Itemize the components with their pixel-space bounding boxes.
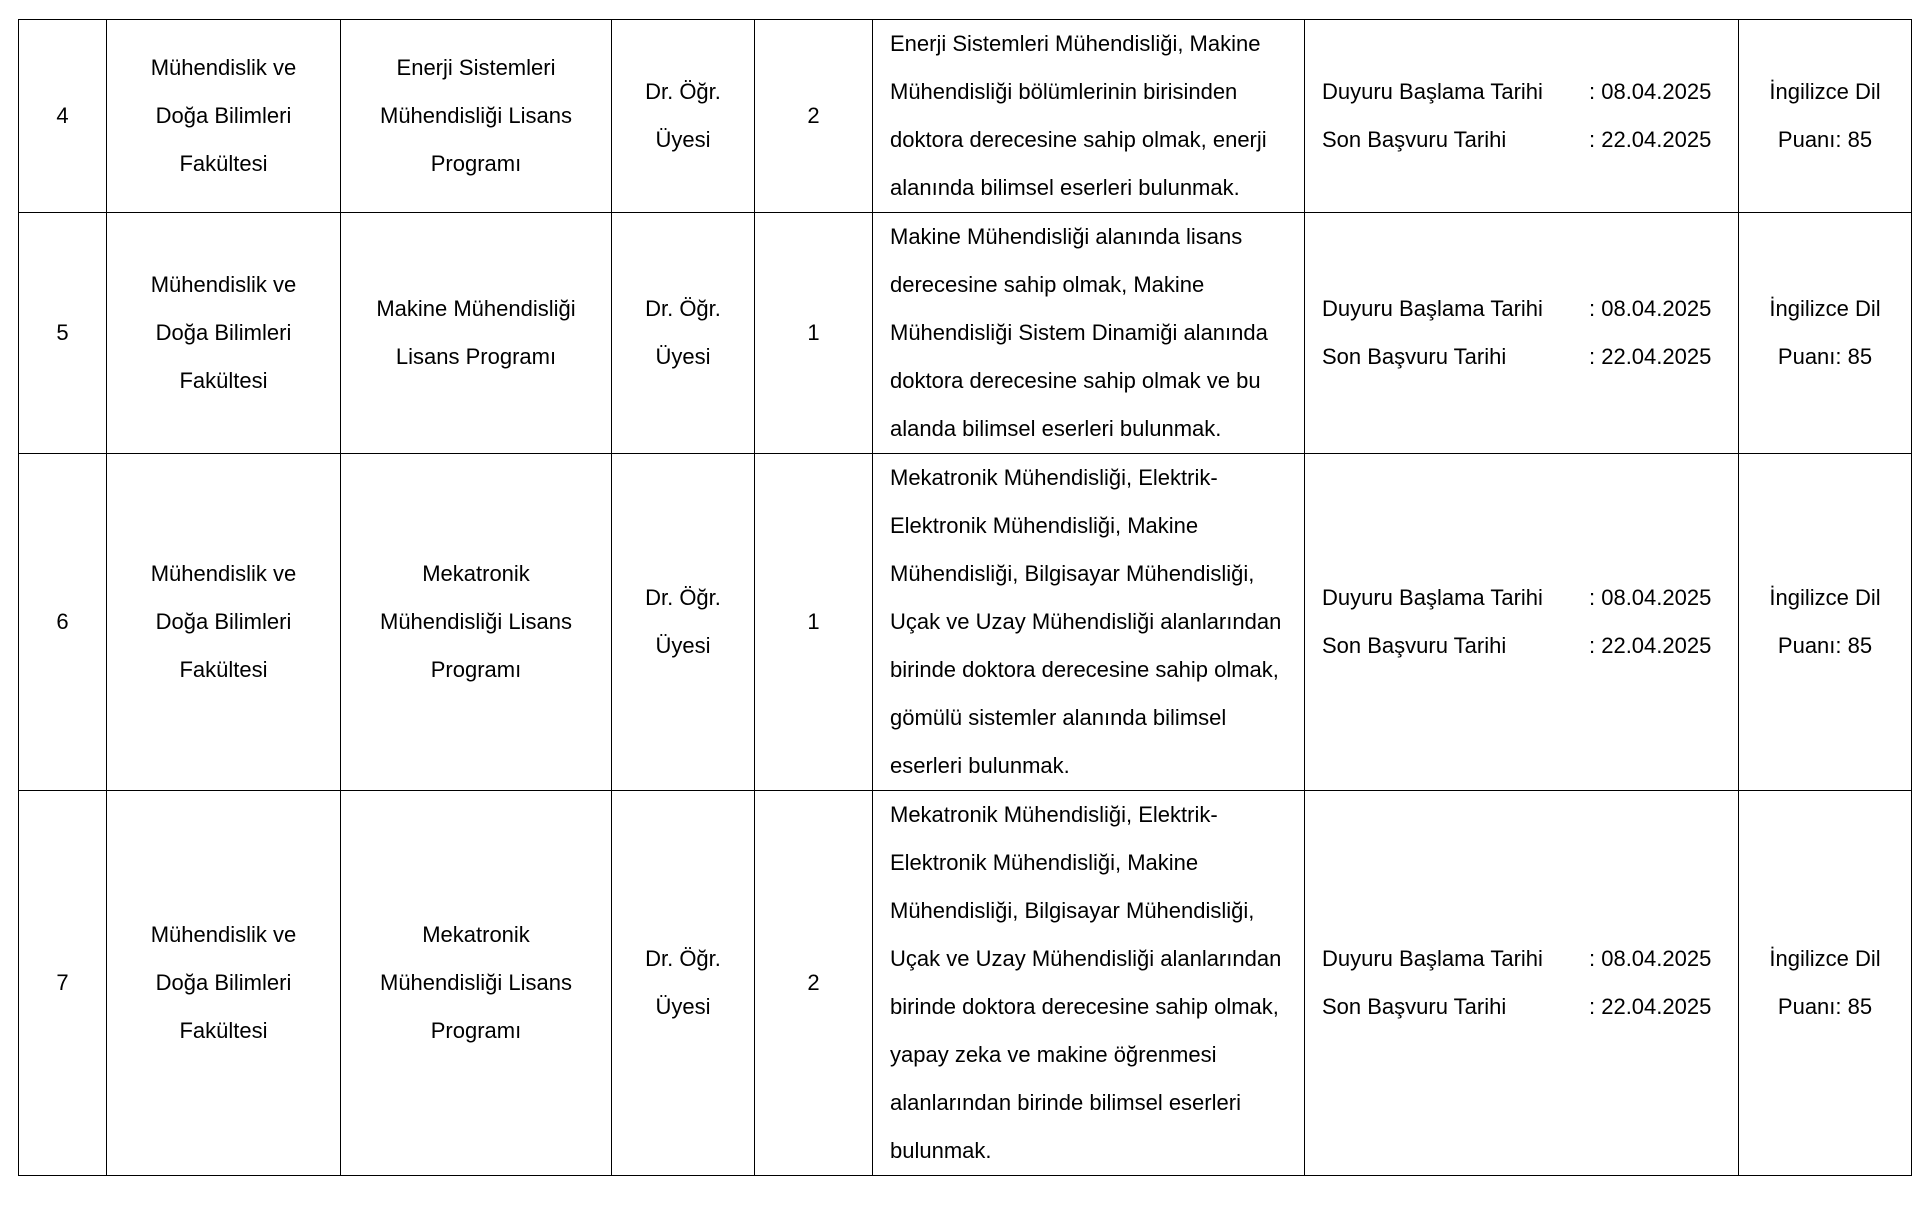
position-count-cell: 1 bbox=[755, 454, 873, 791]
faculty-cell-line: Doğa Bilimleri bbox=[155, 970, 292, 995]
date-line bbox=[1322, 285, 1738, 333]
requirements-cell bbox=[873, 454, 1305, 791]
language-cell bbox=[1739, 213, 1912, 454]
requirements-cell-line: Mühendisliği Sistem Dinamiği alanında bbox=[890, 320, 1268, 345]
language-cell-line: Puanı: 85 bbox=[1777, 344, 1873, 369]
language-cell bbox=[1739, 454, 1912, 791]
faculty-cell-line: Fakültesi bbox=[179, 1018, 268, 1043]
date-line bbox=[1322, 68, 1738, 116]
faculty-cell bbox=[107, 791, 341, 1176]
date-value: : 08.04.2025 bbox=[1589, 296, 1712, 321]
department-cell bbox=[341, 791, 612, 1176]
date-line bbox=[1322, 574, 1738, 622]
department-cell-line: Mekatronik bbox=[422, 922, 530, 947]
dates-cell bbox=[1305, 20, 1739, 213]
date-label: Duyuru Başlama Tarihi bbox=[1322, 79, 1543, 104]
dates-cell bbox=[1305, 213, 1739, 454]
language-cell-line: Puanı: 85 bbox=[1777, 127, 1873, 152]
title-cell bbox=[612, 213, 755, 454]
department-cell-line: Makine Mühendisliği bbox=[376, 296, 576, 321]
date-line bbox=[1322, 983, 1738, 1031]
requirements-cell-line: birinde doktora derecesine sahip olmak, bbox=[890, 994, 1279, 1019]
department-cell-line: Mühendisliği Lisans bbox=[380, 103, 572, 128]
requirements-cell-line: gömülü sistemler alanında bilimsel bbox=[890, 705, 1227, 730]
date-label: Son Başvuru Tarihi bbox=[1322, 344, 1507, 369]
requirements-cell-line: Mekatronik Mühendisliği, Elektrik- bbox=[890, 802, 1218, 827]
faculty-cell-line: Doğa Bilimleri bbox=[155, 609, 292, 634]
requirements-cell-line: birinde doktora derecesine sahip olmak, bbox=[890, 657, 1279, 682]
date-label: Duyuru Başlama Tarihi bbox=[1322, 585, 1543, 610]
requirements-cell bbox=[873, 20, 1305, 213]
dates-cell bbox=[1305, 791, 1739, 1176]
title-cell-line: Üyesi bbox=[655, 344, 711, 369]
faculty-cell-line: Mühendislik ve bbox=[150, 55, 297, 80]
department-cell bbox=[341, 20, 612, 213]
date-label: Son Başvuru Tarihi bbox=[1322, 994, 1507, 1019]
date-value: : 22.04.2025 bbox=[1589, 633, 1712, 658]
position-count-cell: 2 bbox=[755, 20, 873, 213]
title-cell-line: Üyesi bbox=[655, 994, 711, 1019]
title-cell-line: Dr. Öğr. bbox=[645, 946, 721, 971]
language-cell bbox=[1739, 791, 1912, 1176]
faculty-cell-line: Fakültesi bbox=[179, 151, 268, 176]
department-cell bbox=[341, 454, 612, 791]
requirements-cell-line: alanlarından birinde bilimsel eserleri bbox=[890, 1090, 1241, 1115]
row-number-cell: 6 bbox=[19, 454, 107, 791]
requirements-cell-line: Mühendisliği, Bilgisayar Mühendisliği, bbox=[890, 561, 1255, 586]
requirements-cell-line: Enerji Sistemleri Mühendisliği, Makine bbox=[890, 31, 1261, 56]
date-label: Duyuru Başlama Tarihi bbox=[1322, 946, 1543, 971]
title-cell-line: Dr. Öğr. bbox=[645, 585, 721, 610]
table-row bbox=[19, 791, 1912, 1176]
faculty-cell-line: Mühendislik ve bbox=[150, 561, 297, 586]
position-count-cell: 2 bbox=[755, 791, 873, 1176]
title-cell bbox=[612, 20, 755, 213]
department-cell-line: Mühendisliği Lisans bbox=[380, 970, 572, 995]
requirements-cell-line: Elektronik Mühendisliği, Makine bbox=[890, 850, 1199, 875]
requirements-cell-line: Uçak ve Uzay Mühendisliği alanlarından bbox=[890, 946, 1282, 971]
language-cell-line: İngilizce Dil bbox=[1769, 79, 1881, 104]
title-cell-line: Üyesi bbox=[655, 127, 711, 152]
date-value: : 08.04.2025 bbox=[1589, 585, 1712, 610]
table-row bbox=[19, 454, 1912, 791]
requirements-cell-line: Mühendisliği bölümlerinin birisinden bbox=[890, 79, 1238, 104]
date-line bbox=[1322, 935, 1738, 983]
requirements-cell-line: alanda bilimsel eserleri bulunmak. bbox=[890, 416, 1222, 441]
position-table bbox=[18, 19, 1912, 1176]
language-cell-line: İngilizce Dil bbox=[1769, 946, 1881, 971]
requirements-cell-line: derecesine sahip olmak, Makine bbox=[890, 272, 1205, 297]
language-cell-line: İngilizce Dil bbox=[1769, 296, 1881, 321]
date-value: : 08.04.2025 bbox=[1589, 79, 1712, 104]
department-cell bbox=[341, 213, 612, 454]
requirements-cell-line: Makine Mühendisliği alanında lisans bbox=[890, 224, 1243, 249]
requirements-cell bbox=[873, 791, 1305, 1176]
requirements-cell-line: Elektronik Mühendisliği, Makine bbox=[890, 513, 1199, 538]
faculty-cell bbox=[107, 454, 341, 791]
table-row bbox=[19, 213, 1912, 454]
title-cell bbox=[612, 791, 755, 1176]
requirements-cell-line: bulunmak. bbox=[890, 1138, 992, 1163]
requirements-cell-line: yapay zeka ve makine öğrenmesi bbox=[890, 1042, 1217, 1067]
faculty-cell-line: Fakültesi bbox=[179, 657, 268, 682]
title-cell bbox=[612, 454, 755, 791]
requirements-cell-line: doktora derecesine sahip olmak ve bu bbox=[890, 368, 1261, 393]
department-cell-line: Enerji Sistemleri bbox=[396, 55, 556, 80]
requirements-cell-line: Mekatronik Mühendisliği, Elektrik- bbox=[890, 465, 1218, 490]
department-cell-line: Programı bbox=[430, 1018, 522, 1043]
date-label: Son Başvuru Tarihi bbox=[1322, 127, 1507, 152]
requirements-cell-line: Uçak ve Uzay Mühendisliği alanlarından bbox=[890, 609, 1282, 634]
title-cell-line: Dr. Öğr. bbox=[645, 296, 721, 321]
date-value: : 08.04.2025 bbox=[1589, 946, 1712, 971]
row-number-cell: 4 bbox=[19, 20, 107, 213]
date-line bbox=[1322, 333, 1738, 381]
department-cell-line: Programı bbox=[430, 657, 522, 682]
date-line bbox=[1322, 116, 1738, 164]
date-line bbox=[1322, 622, 1738, 670]
faculty-cell-line: Doğa Bilimleri bbox=[155, 103, 292, 128]
date-label: Son Başvuru Tarihi bbox=[1322, 633, 1507, 658]
department-cell-line: Mekatronik bbox=[422, 561, 530, 586]
faculty-cell-line: Fakültesi bbox=[179, 368, 268, 393]
faculty-cell-line: Doğa Bilimleri bbox=[155, 320, 292, 345]
department-cell-line: Lisans Programı bbox=[395, 344, 557, 369]
title-cell-line: Dr. Öğr. bbox=[645, 79, 721, 104]
faculty-cell-line: Mühendislik ve bbox=[150, 272, 297, 297]
table-body bbox=[19, 20, 1912, 1176]
faculty-cell-line: Mühendislik ve bbox=[150, 922, 297, 947]
requirements-cell-line: alanında bilimsel eserleri bulunmak. bbox=[890, 175, 1240, 200]
requirements-cell-line: Mühendisliği, Bilgisayar Mühendisliği, bbox=[890, 898, 1255, 923]
faculty-cell bbox=[107, 20, 341, 213]
requirements-cell-line: doktora derecesine sahip olmak, enerji bbox=[890, 127, 1267, 152]
department-cell-line: Programı bbox=[430, 151, 522, 176]
date-value: : 22.04.2025 bbox=[1589, 127, 1712, 152]
requirements-cell-line: eserleri bulunmak. bbox=[890, 753, 1070, 778]
title-cell-line: Üyesi bbox=[655, 633, 711, 658]
date-value: : 22.04.2025 bbox=[1589, 994, 1712, 1019]
language-cell bbox=[1739, 20, 1912, 213]
dates-cell bbox=[1305, 454, 1739, 791]
position-count-cell: 1 bbox=[755, 213, 873, 454]
language-cell-line: İngilizce Dil bbox=[1769, 585, 1881, 610]
requirements-cell bbox=[873, 213, 1305, 454]
language-cell-line: Puanı: 85 bbox=[1777, 633, 1873, 658]
date-label: Duyuru Başlama Tarihi bbox=[1322, 296, 1543, 321]
department-cell-line: Mühendisliği Lisans bbox=[380, 609, 572, 634]
table-row bbox=[19, 20, 1912, 213]
row-number-cell: 7 bbox=[19, 791, 107, 1176]
language-cell-line: Puanı: 85 bbox=[1777, 994, 1873, 1019]
date-value: : 22.04.2025 bbox=[1589, 344, 1712, 369]
faculty-cell bbox=[107, 213, 341, 454]
row-number-cell: 5 bbox=[19, 213, 107, 454]
